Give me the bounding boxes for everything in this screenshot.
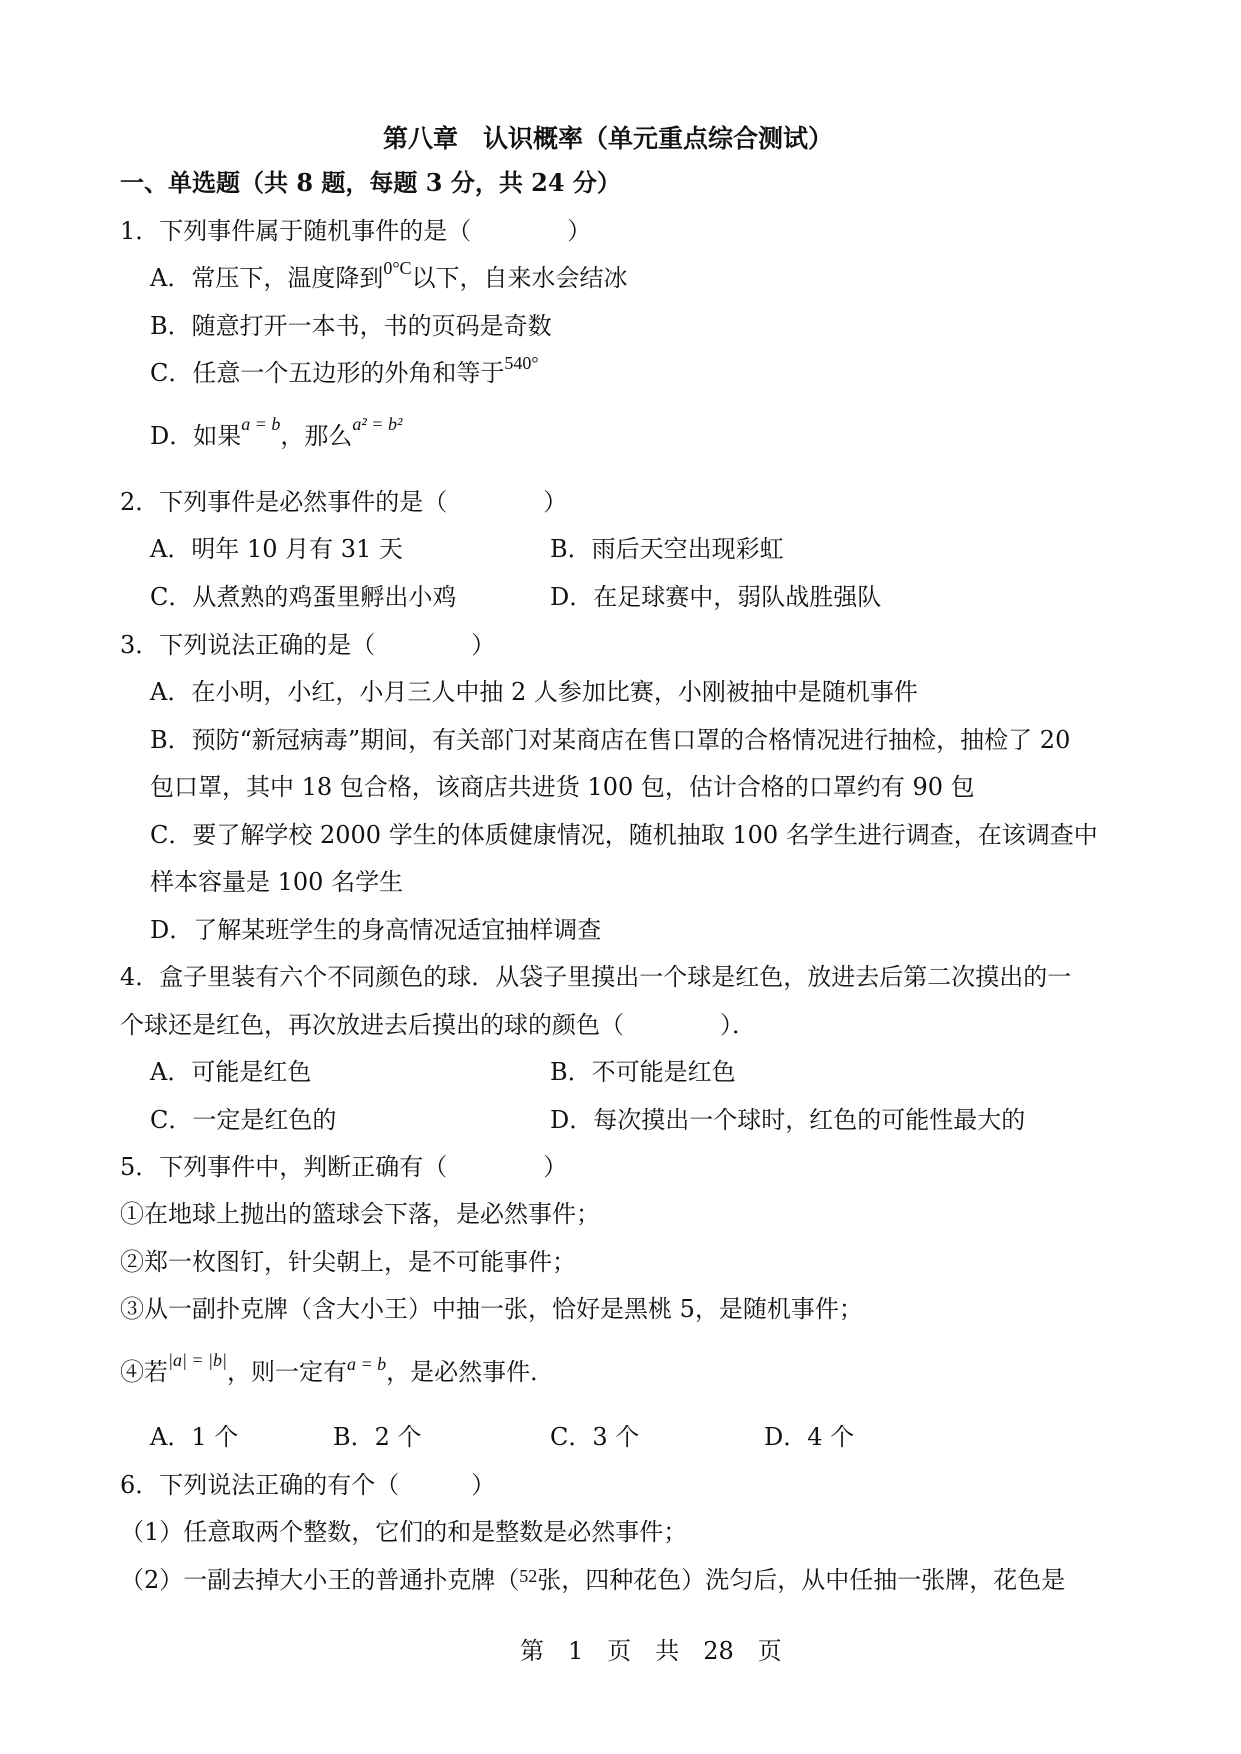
statement-text: 张，四种花色）洗匀后，从中任抽一张牌，花色是 (537, 1566, 1066, 1594)
math-expression: 0°C (383, 258, 412, 278)
question-3-stem: 3．下列说法正确的是（ ） (120, 631, 496, 659)
question-3-option-d: D．了解某班学生的身高情况适宜抽样调查 (150, 916, 602, 944)
question-1-option-a (150, 258, 628, 295)
math-expression: a = b (346, 1354, 387, 1374)
question-6-stem: 6．下列说法正确的有个（ ） (120, 1471, 496, 1499)
question-2-option-d: D．在足球赛中，弱队战胜强队 (550, 583, 882, 611)
question-4-option-b: B．不可能是红色 (550, 1058, 736, 1086)
question-3-option-c-line1: C．要了解学校 2000 学生的体质健康情况，随机抽取 100 名学生进行调查，在该调查中 (150, 821, 1098, 849)
math-expression: 52 (519, 1566, 538, 1586)
question-2-option-b: B．雨后天空出现彩虹 (550, 535, 784, 563)
question-4-option-c: C．一定是红色的 (150, 1106, 337, 1134)
math-expression: a = b (241, 414, 281, 434)
math-expression: 540° (504, 353, 539, 373)
option-text: A．常压下，温度降到 (150, 264, 384, 292)
question-6-statement-2 (120, 1565, 1065, 1597)
question-5-statement-2: ②郑一枚图钉，针尖朝上，是不可能事件； (120, 1248, 576, 1276)
section-heading: 一、单选题（共 8 题，每题 3 分，共 24 分） (120, 168, 621, 197)
question-5-statement-1: ①在地球上抛出的篮球会下落，是必然事件； (120, 1200, 600, 1228)
statement-text: ，是必然事件． (386, 1358, 555, 1386)
question-2-stem: 2．下列事件是必然事件的是（ ） (120, 488, 568, 516)
question-2-option-a: A．明年 10 月有 31 天 (150, 535, 403, 563)
question-4-option-d: D．每次摸出一个球时，红色的可能性最大的 (550, 1106, 1026, 1134)
page-title: 第八章 认识概率（单元重点综合测试） (383, 124, 834, 153)
option-text: 以下，自来水会结冰 (411, 264, 628, 292)
question-5-option-d: D．4 个 (764, 1423, 855, 1451)
question-4-stem-line1: 4．盒子里装有六个不同颜色的球．从袋子里摸出一个球是红色，放进去后第二次摸出的一 (120, 963, 1072, 991)
statement-text: （2）一副去掉大小王的普通扑克牌（ (120, 1566, 520, 1594)
page-footer: 第 1 页 共 28 页 (520, 1637, 782, 1665)
option-text: D．如果 (150, 422, 242, 450)
question-5-statement-4 (120, 1350, 555, 1389)
question-3-option-b-line1: B．预防“新冠病毒”期间，有关部门对某商店在售口罩的合格情况进行抽检，抽检了 20 (150, 726, 1071, 754)
question-1-option-c (150, 353, 539, 390)
math-expression: |a| = |b| (168, 1350, 227, 1370)
question-5-option-a: A．1 个 (150, 1423, 239, 1451)
question-3-option-b-line2: 包口罩，其中 18 包合格，该商店共进货 100 包，估计合格的口罩约有 90 包 (150, 773, 975, 801)
question-3-option-c-line2: 样本容量是 100 名学生 (150, 868, 404, 896)
question-1-stem: 1．下列事件属于随机事件的是（ ） (120, 217, 592, 245)
option-text: C．任意一个五边形的外角和等于 (150, 359, 505, 387)
question-5-option-c: C．3 个 (550, 1423, 640, 1451)
option-text: ，那么 (280, 422, 353, 450)
question-1-option-b: B．随意打开一本书，书的页码是奇数 (150, 312, 552, 340)
math-expression: a² = b² (352, 414, 403, 434)
question-2-option-c: C．从煮熟的鸡蛋里孵出小鸡 (150, 583, 457, 611)
question-3-option-a: A．在小明，小红，小月三人中抽 2 人参加比赛，小刚被抽中是随机事件 (150, 678, 918, 706)
question-5-option-b: B．2 个 (333, 1423, 422, 1451)
statement-text: ，则一定有 (226, 1358, 347, 1386)
question-5-stem: 5．下列事件中，判断正确有（ ） (120, 1153, 568, 1181)
question-1-option-d (150, 414, 403, 453)
question-6-statement-1: （1）任意取两个整数，它们的和是整数是必然事件； (120, 1518, 688, 1546)
statement-text: ④若 (120, 1358, 168, 1386)
question-4-stem-line2: 个球还是红色，再次放进去后摸出的球的颜色（ ）． (120, 1011, 756, 1039)
question-4-option-a: A．可能是红色 (150, 1058, 312, 1086)
question-5-statement-3: ③从一副扑克牌（含大小王）中抽一张，恰好是黑桃 5，是随机事件； (120, 1295, 863, 1323)
